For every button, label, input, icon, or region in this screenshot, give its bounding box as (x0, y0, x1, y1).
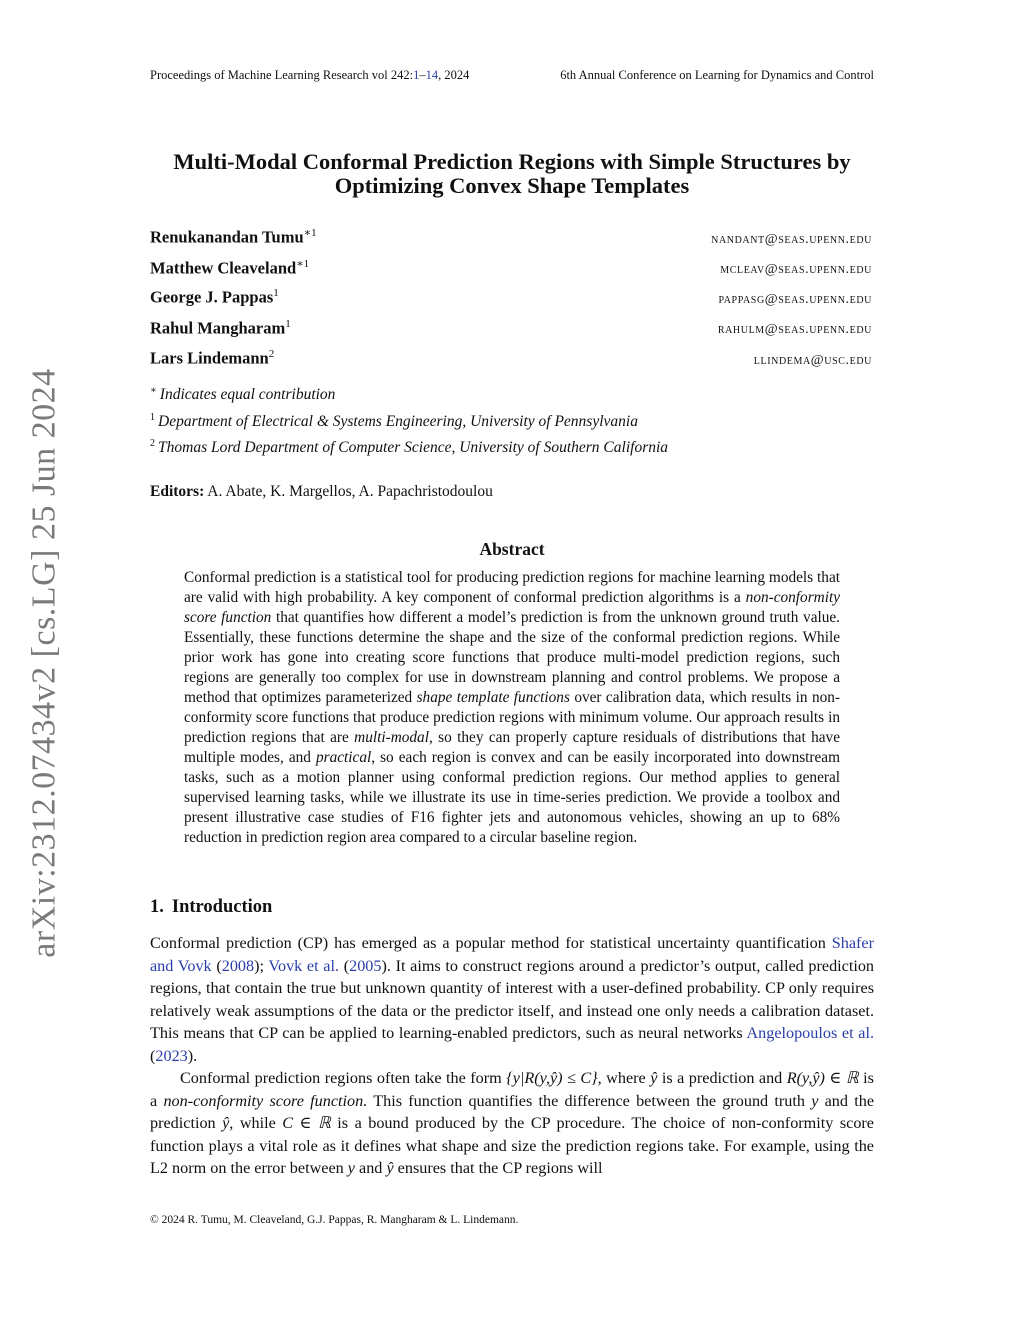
abstract-heading: Abstract (479, 539, 545, 559)
author-email[interactable]: rahulm@seas.upenn.edu (717, 322, 872, 337)
paragraph: Conformal prediction regions often take the form {y|R(y,ŷ) ≤ C}, where ŷ is a prediction and R(y,ŷ) ∈ ℝ is a non-conformity score function. This function quantifies the difference between the ground truth y and the prediction ŷ, while C ∈ ℝ is a bound produced by the CP procedure. The choice of non-conformity score function plays a vital role as it defines what shape and size the prediction regions take. For example, using the L2 norm on the error between y and ŷ ensures that the CP regions will (150, 1069, 875, 1177)
author-row (150, 318, 874, 349)
citation-link[interactable]: Angelopoulos et al. (746, 1024, 874, 1042)
citation-year-link[interactable]: 2008 (221, 956, 255, 975)
paper-title (150, 150, 874, 198)
author-name: George J. Pappas$^1$ (150, 287, 279, 307)
affiliation-line: ∗ Indicates equal contribution (150, 385, 336, 404)
author-row (150, 257, 874, 288)
editors-line: Editors: A. Abate, K. Margellos, A. Papachristodoulou (150, 483, 493, 500)
title-line-2: Optimizing Convex Shape Templates (334, 173, 690, 198)
arxiv-identifier: arXiv:2312.07434v2 [cs.LG] 25 Jun 2024 (26, 367, 64, 958)
paragraph: Conformal prediction (CP) has emerged as a popular method for statistical uncertainty quantification Shafer and Vovk (2008); Vovk et al. (2005). It aims to construct regions around a predictor’s output, called prediction regions, that contain the true but unknown quantity of interest with a user-defined probability. CP only requires relatively weak assumptions of the data or the predictor itself, and instead one only needs a calibration dataset. This means that CP can be applied to learning-enabled predictors, such as neural networks Angelopoulos et al. (2023). (150, 934, 875, 1065)
arxiv-sidebar (0, 0, 90, 1325)
citation-year-link[interactable]: 2005 (349, 956, 382, 975)
copyright-footer: © 2024 R. Tumu, M. Cleaveland, G.J. Pappas, R. Mangharam & L. Lindemann. (150, 1214, 519, 1226)
affiliation-line: $^2$ Thomas Lord Department of Computer Science, University of Southern California (150, 438, 669, 457)
citation-link[interactable]: Vovk et al. (268, 956, 340, 975)
affiliations (150, 380, 668, 460)
page-start-link[interactable]: 1 (413, 68, 420, 82)
running-header-conference: 6th Annual Conference on Learning for Dynamics and Control (560, 68, 874, 82)
title-line-1: Multi-Modal Conformal Prediction Regions with Simple Structures by (173, 149, 851, 174)
author-list (150, 226, 874, 379)
author-email[interactable]: pappasg@seas.upenn.edu (718, 291, 872, 307)
author-name: Matthew Cleaveland$^{∗1}$ (150, 257, 310, 277)
author-row (150, 348, 874, 379)
author-name: Rahul Mangharam$^1$ (150, 317, 291, 337)
citation-year-link[interactable]: 2023 (155, 1046, 188, 1065)
introduction-body (150, 932, 874, 1180)
section-heading: 1. Introduction (150, 897, 273, 917)
citation-link[interactable]: Shafer and Vovk (150, 934, 874, 975)
author-email[interactable]: llindema@usc.edu (753, 352, 872, 368)
author-name: Lars Lindemann$^2$ (150, 348, 275, 368)
author-email[interactable]: nandant@seas.upenn.edu (711, 231, 872, 247)
page-end-link[interactable]: 14 (425, 68, 439, 82)
running-header-journal: Proceedings of Machine Learning Research vol 242:1–14, 2024 (150, 68, 470, 82)
author-name: Renukanandan Tumu$^{∗1}$ (150, 227, 317, 247)
author-email[interactable]: mcleav@seas.upenn.edu (720, 262, 872, 277)
affiliation-line: $^1$ Department of Electrical & Systems Engineering, University of Pennsylvania (150, 411, 638, 430)
abstract-text: Conformal prediction is a statistical tool for producing prediction regions for machine learning models that are valid with high probability. A key component of conformal prediction algorithms is a non-conformity score function that quantifies how different a model’s prediction is from the unknown ground truth value. Essentially, these functions determine the shape and the size of the conformal prediction regions. While prior work has gone into creating score functions that produce multi-model prediction regions, such regions are generally too complex for use in downstream planning and control problems. We propose a method that optimizes parameterized shape template functions over calibration data, which results in non-conformity score functions that produce prediction regions with minimum volume. Our approach results in prediction regions that are multi-modal, so they can properly capture residuals of distributions that have multiple modes, and practical, so each region is convex and can be easily incorporated into downstream tasks, such as a motion planner using conformal prediction regions. Our method applies to general supervised learning tasks, while we illustrate its use in time-series prediction. We provide a toolbox and present illustrative case studies of F16 fighter jets and autonomous vehicles, showing an up to 68% reduction in prediction region area compared to a circular baseline region. (184, 569, 840, 846)
author-row (150, 226, 874, 257)
author-row (150, 287, 874, 318)
